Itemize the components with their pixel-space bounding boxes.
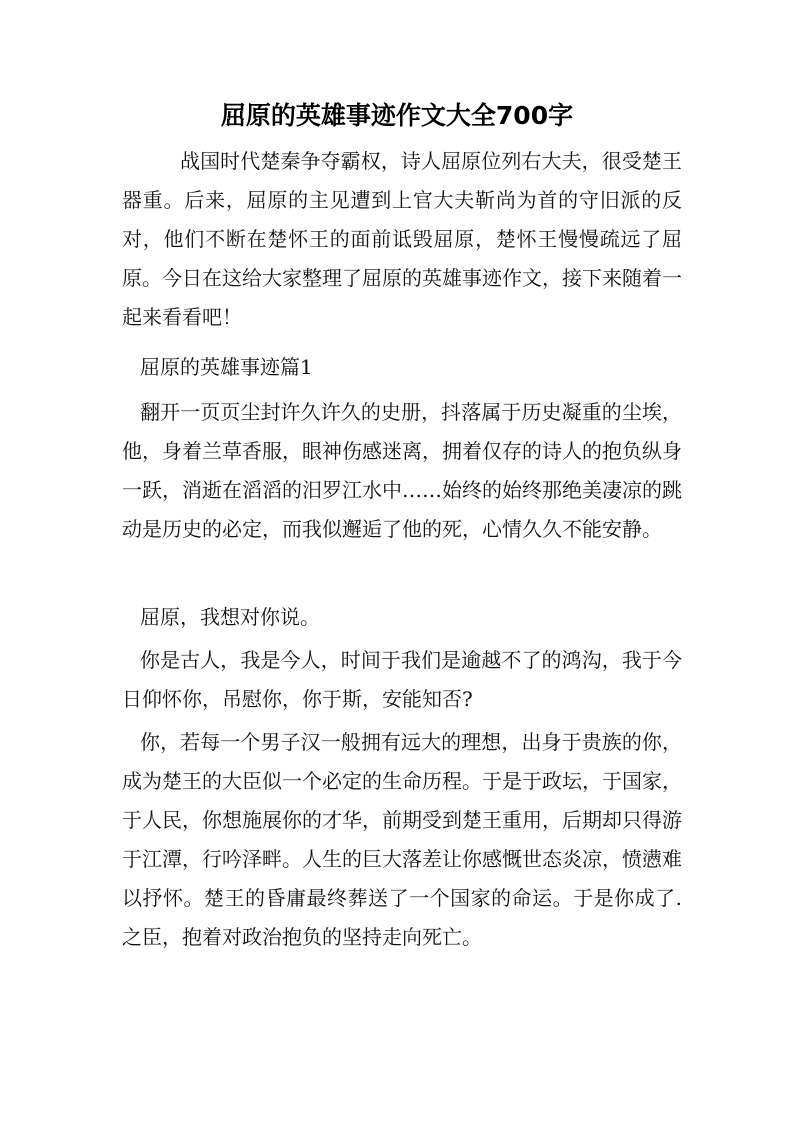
body-paragraph-3: 你是古人，我是今人，时间于我们是逾越不了的鸿沟，我于今日仰怀你，吊慰你，你于斯，安能知否? [122,648,682,711]
section-heading: 屈原的英雄事迹篇1 [140,355,313,379]
body-paragraph-4: 你，若每一个男子汉一般拥有远大的理想，出身于贵族的你，成为楚王的大臣似一个必定的生命历程。于是于政坛，于国家，于人民，你想施展你的才华，前期受到楚王重用，后期却只得游于江潭，行吟泽畔。人生的巨大落差让你感慨世态炎凉，愤懑难以抒怀。楚王的昏庸最终葬送了一个国家的命运。于是你成了.之臣，抱着对政治抱负的坚持走向死亡。 [122,730,682,949]
intro-paragraph: 战国时代楚秦争夺霸权，诗人屈原位列右大夫，很受楚王器重。后来，屈原的主见遭到上官大夫靳尚为首的守旧派的反对，他们不断在楚怀王的面前诋毁屈原，楚怀王慢慢疏远了屈原。今日在这给大家整理了屈原的英雄事迹作文，接下来随着一起来看看吧！ [122,149,682,329]
body-paragraph-2: 屈原，我想对你说。 [140,605,320,629]
body-paragraph-1: 翻开一页页尘封许久许久的史册，抖落属于历史凝重的尘埃，他，身着兰草香服，眼神伤感迷离，拥着仅存的诗人的抱负纵身一跃，消逝在滔滔的汨罗江水中……始终的始终那绝美凄凉的跳动是历史的必定，而我似邂逅了他的死，心情久久不能安静。 [122,400,682,541]
document-title: 屈原的英雄事迹作文大全700字 [220,101,574,130]
